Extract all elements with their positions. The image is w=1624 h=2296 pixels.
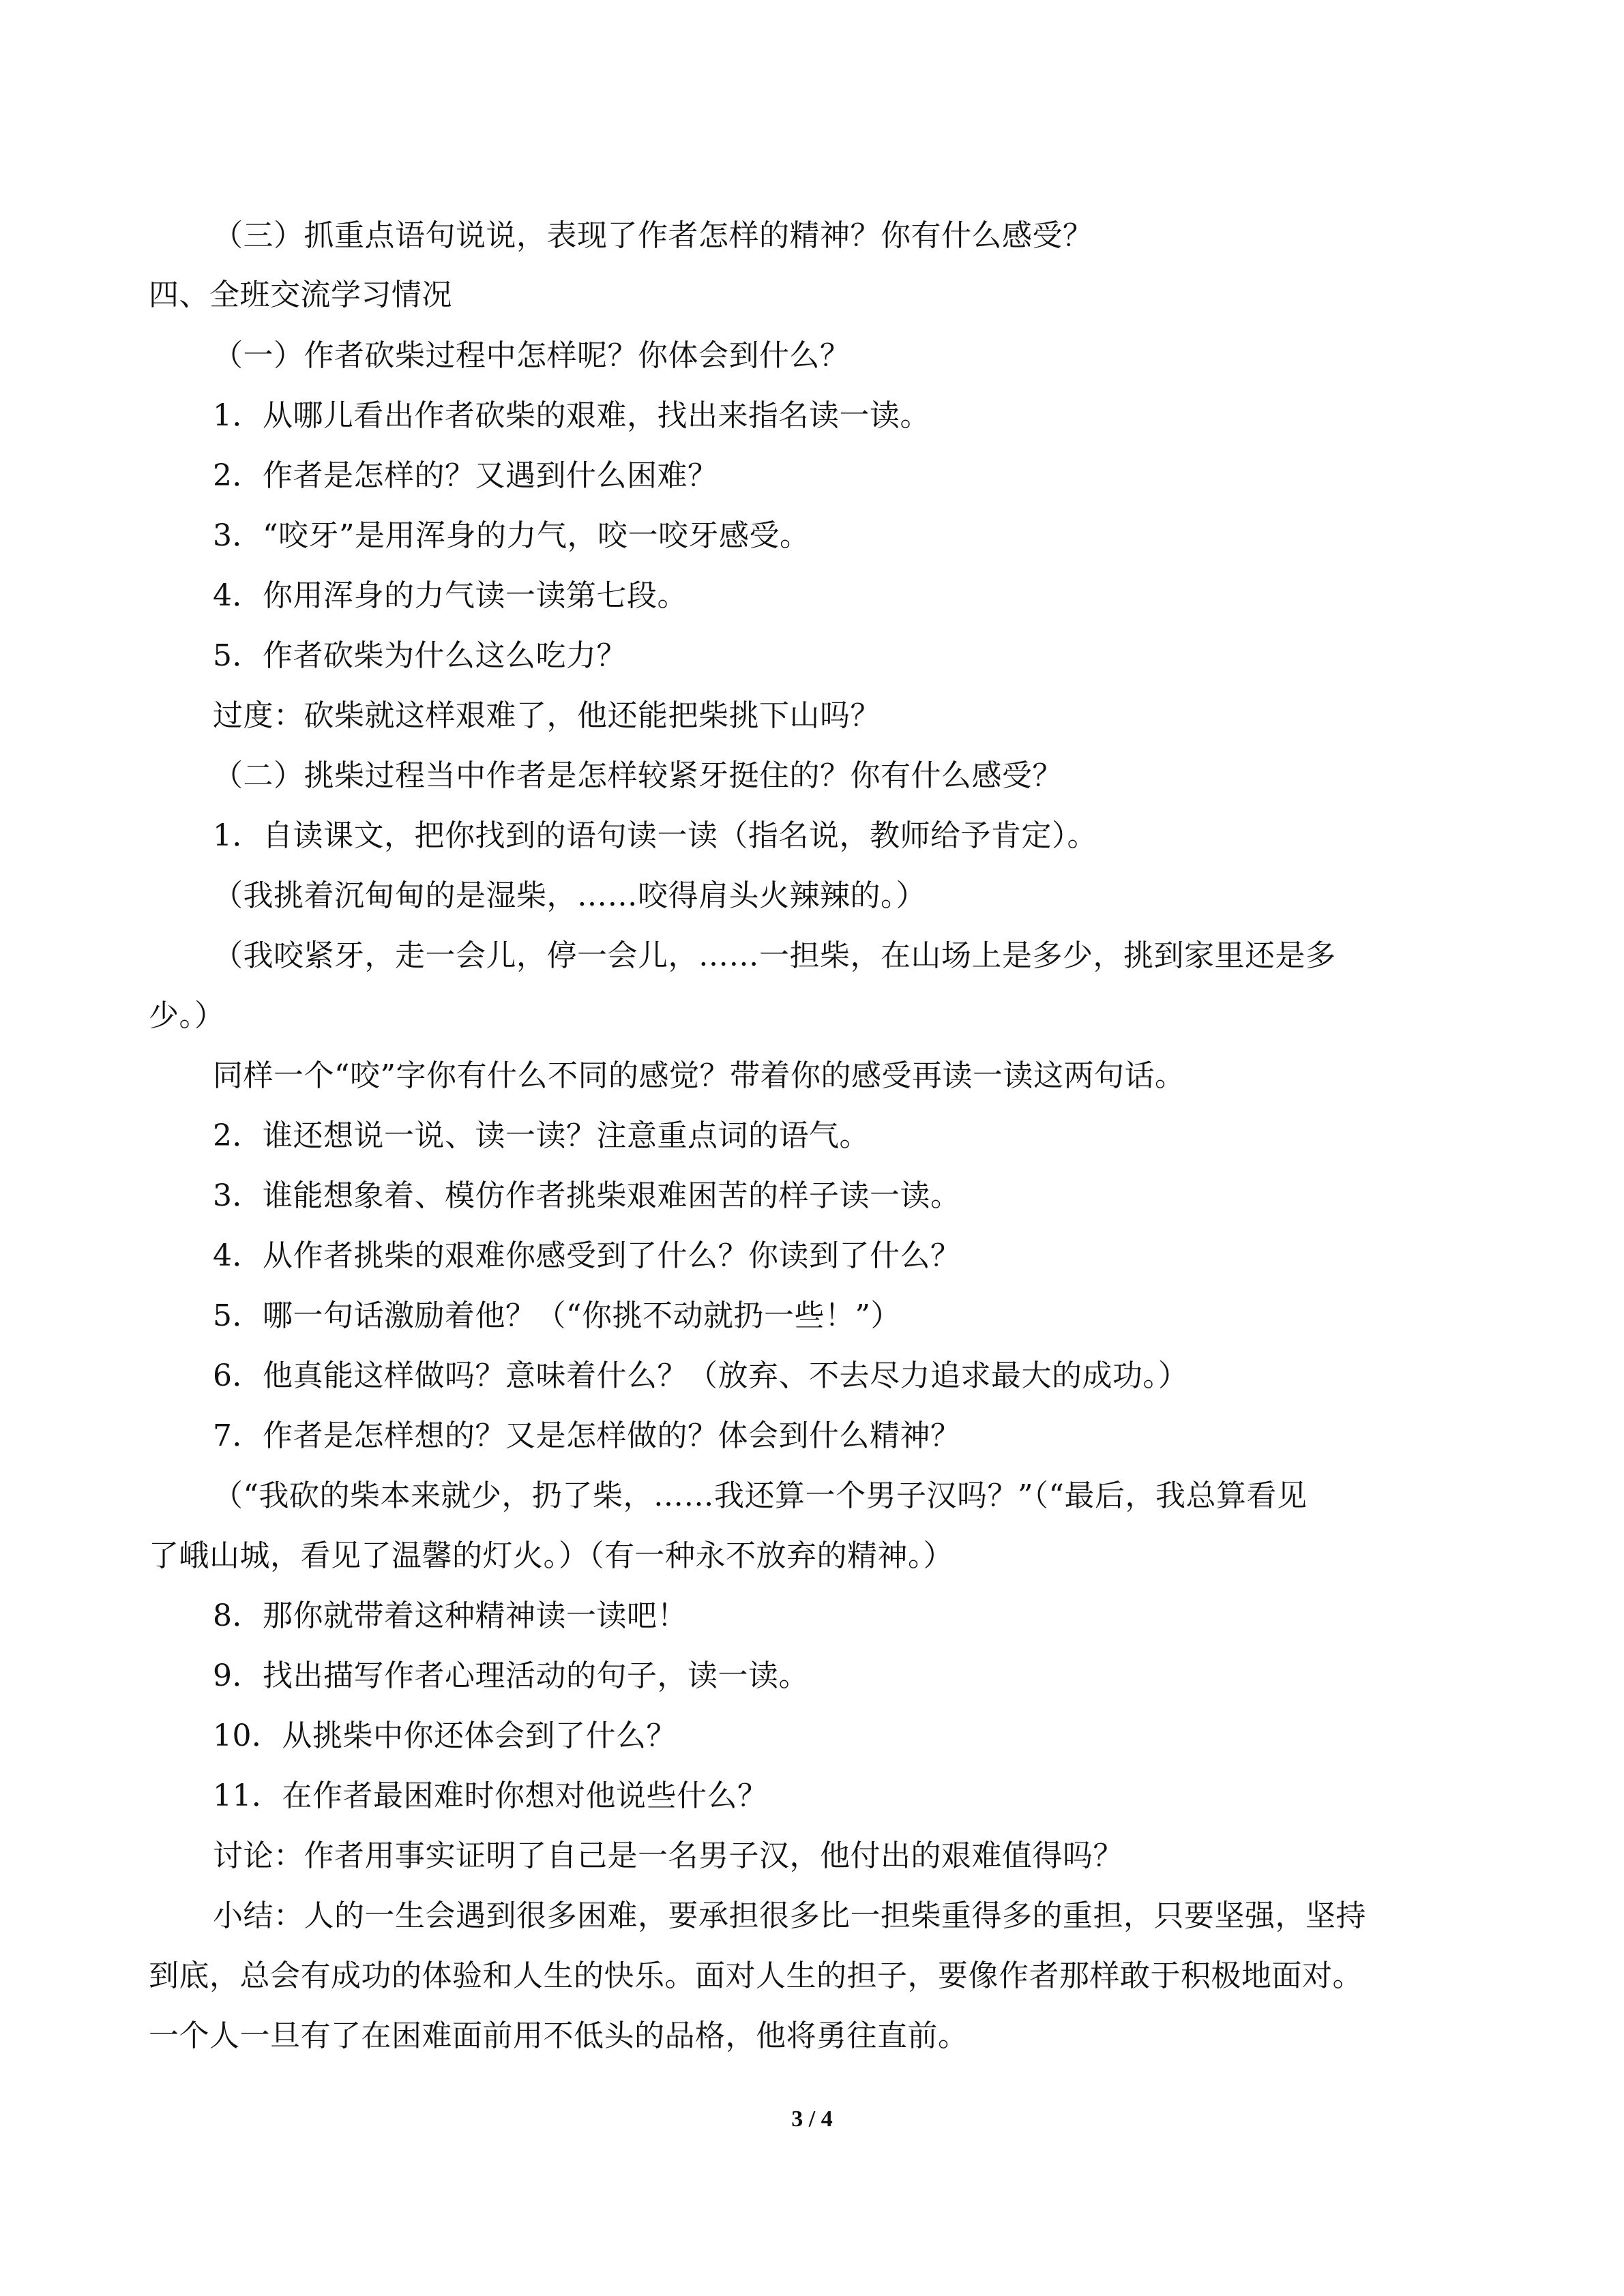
text-line: 一个人一旦有了在困难面前用不低头的品格，他将勇往直前。 [149,2018,969,2053]
text-line: 10．从挑柴中你还体会到了什么？ [213,1718,677,1753]
text-line: 3．谁能想象着、模仿作者挑柴艰难困苦的样子读一读。 [213,1178,961,1213]
section-heading: 四、全班交流学习情况 [149,278,452,312]
text-line: （二）挑柴过程当中作者是怎样较紧牙挺住的？你有什么感受？ [213,758,1063,793]
text-line: 7．作者是怎样想的？又是怎样做的？体会到什么精神？ [213,1418,961,1453]
text-line: 2．作者是怎样的？又遇到什么困难？ [213,458,718,493]
text-line: 5．作者砍柴为什么这么吃力？ [213,638,627,673]
text-line: （一）作者砍柴过程中怎样呢？你体会到什么？ [213,338,851,373]
text-line: 讨论：作者用事实证明了自己是一名男子汉，他付出的艰难值得吗？ [213,1838,1123,1873]
text-line: 过度：砍柴就这样艰难了，他还能把柴挑下山吗？ [213,698,881,733]
text-line: 了峨山城，看见了温馨的灯火。）（有一种永不放弃的精神。） [149,1538,954,1573]
text-line: 11．在作者最困难时你想对他说些什么？ [213,1778,768,1813]
text-line: （我挑着沉甸甸的是湿柴，……咬得肩头火辣辣的。） [213,878,926,913]
text-line: （“我砍的柴本来就少，扔了柴，……我还算一个男子汉吗？”（“最后，我总算看见 [213,1478,1308,1513]
page-number: 3 / 4 [791,2106,833,2132]
text-line: （我咬紧牙，走一会儿，停一会儿，……一担柴，在山场上是多少，挑到家里还是多 [213,938,1336,973]
text-line: 小结：人的一生会遇到很多困难，要承担很多比一担柴重得多的重担，只要坚强，坚持 [213,1898,1366,1933]
text-line: （三）抓重点语句说说，表现了作者怎样的精神？你有什么感受？ [213,218,1093,253]
text-line: 1．自读课文，把你找到的语句读一读（指名说，教师给予肯定）。 [213,818,1097,853]
text-line: 5．哪一句话激励着他？（“你挑不动就扔一些！”） [213,1298,901,1333]
text-line: 4．从作者挑柴的艰难你感受到了什么？你读到了什么？ [213,1238,961,1273]
text-line: 1．从哪儿看出作者砍柴的艰难，找出来指名读一读。 [213,398,930,433]
text-line: 同样一个“咬”字你有什么不同的感觉？带着你的感受再读一读这两句话。 [213,1058,1185,1093]
text-line: 8．那你就带着这种精神读一读吧！ [213,1598,688,1633]
text-line: 到底，总会有成功的体验和人生的快乐。面对人生的担子，要像作者那样敢于积极地面对。 [149,1958,1363,1993]
text-line: 6．他真能这样做吗？意味着什么？（放弃、不去尽力追求最大的成功。） [213,1358,1189,1393]
text-line: 9．找出描写作者心理活动的句子，读一读。 [213,1658,809,1693]
text-line: 4．你用浑身的力气读一读第七段。 [213,578,688,613]
text-line: 2．谁还想说一说、读一读？注意重点词的语气。 [213,1118,870,1153]
text-line: 3．“咬牙”是用浑身的力气，咬一咬牙感受。 [213,518,810,553]
text-line: 少。） [149,998,225,1033]
